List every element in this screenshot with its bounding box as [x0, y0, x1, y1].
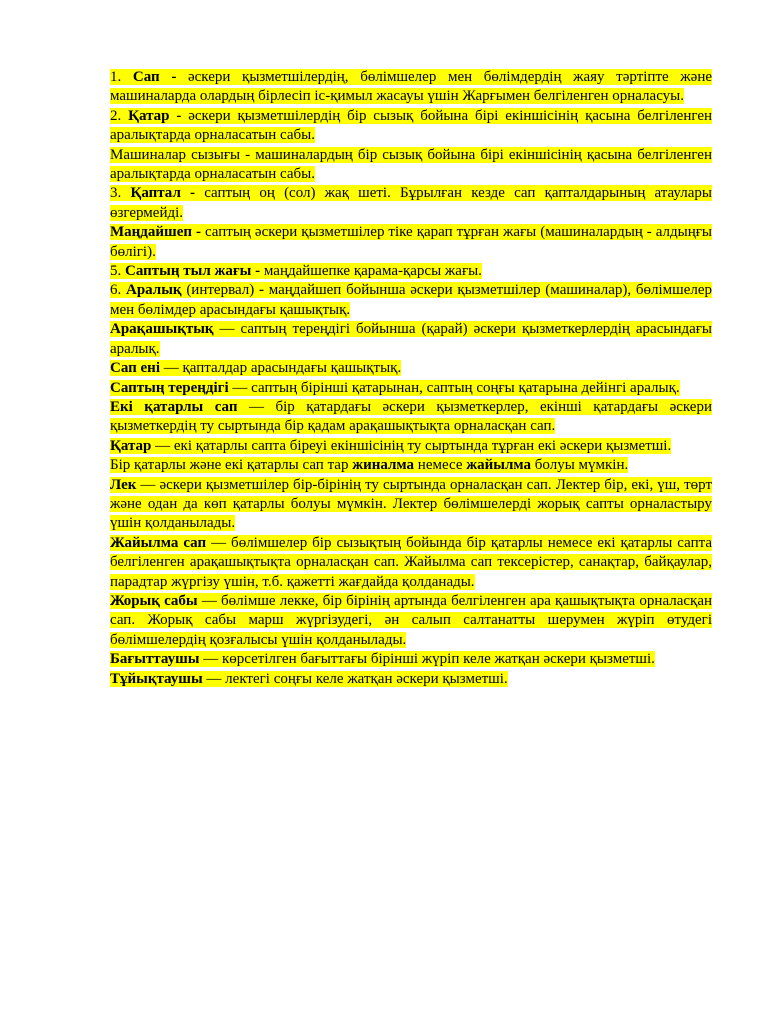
text-run: маңдайшепке қарама-қарсы жағы. [263, 263, 482, 280]
text-run: саптың оң (сол) жақ шеті. Бұрылған кезде сап қапталдарының атаулары өзгермейді. [110, 185, 712, 221]
text-run: — екі қатарлы сапта біреуі екіншісінің ту сыртында тұрған екі әскери қызметші. [151, 437, 672, 454]
highlighted-text [110, 535, 712, 590]
highlighted-text [110, 147, 712, 182]
text-run: — лектегі соңғы келе жатқан әскери қызметші. [202, 670, 508, 687]
text-run: маңдайшеп бойынша әскери қызметшілер (машиналар), бөлімшелер мен бөлімдер арасындағы қашықтық. [110, 282, 712, 318]
document-paragraph [110, 592, 712, 650]
document-paragraph [110, 437, 712, 456]
text-run: болуы мүмкін. [531, 457, 629, 474]
text-run: — саптың бірінші қатарынан, саптың соңғы қатарына дейінгі аралық. [228, 379, 680, 396]
bold-term: Жайылма сап [110, 534, 207, 551]
document-paragraph [110, 534, 712, 592]
document-paragraph [110, 107, 712, 146]
bold-term: Аралық [126, 282, 187, 299]
text-run: — бір қатардағы әскери қызметкерлер, екінші қатардағы әскери қызметкердің ту сыртында бір қадам арақашықтықта орналасқан сап. [110, 398, 712, 435]
highlighted-text [110, 360, 401, 376]
highlighted-text [110, 282, 712, 317]
text-run: Бір қатарлы және екі қатарлы сап тар [110, 457, 353, 474]
bold-term: Қатар - [128, 107, 189, 124]
text-run: — әскери қызметшілер бір-бірінің ту сыртында орналасқан сап. Лектер бір, екі, үш, төрт және одан да көп қатарлы болуы мүмкін. Лектер бөлімшелерді жорық сапты орналастыру үшін қолданылады. [110, 476, 712, 532]
highlighted-text [110, 263, 482, 279]
document-paragraph [110, 379, 712, 398]
document-paragraph [110, 281, 712, 320]
bold-term: Бағыттаушы [110, 651, 200, 668]
bold-term: - [258, 282, 269, 299]
text-run: — көрсетілген бағыттағы бірінші жүріп келе жатқан әскери қызметші. [199, 651, 655, 668]
bold-term: Саптың тереңдігі [110, 379, 229, 396]
text-run: 2. [110, 107, 129, 124]
document-paragraph [110, 456, 712, 475]
document-paragraph [110, 320, 712, 359]
highlighted-text [110, 651, 655, 667]
text-run: 1. [110, 69, 133, 85]
text-run: — қапталдар арасындағы қашықтық. [160, 360, 402, 377]
highlighted-text [110, 69, 712, 104]
highlighted-text [110, 321, 712, 356]
document-paragraph [110, 223, 712, 262]
bold-term: Маңдайшеп - [110, 224, 205, 241]
text-run: әскери қызметшілердің, бөлімшелер мен бөлімдердің жаяу тәртіпте және машиналарда олардың бірлесіп іс-қимыл жасауы үшін Жарғымен белгіленген орналасуы. [110, 69, 713, 105]
text-run: — саптың тереңдігі бойынша (қарай) әскери қызметкерлердің арасындағы аралық. [110, 321, 712, 357]
highlighted-text [110, 108, 712, 143]
text-run: Машиналар сызығы - машиналардың бір сызық бойына бірі екіншісінің қасына белгіленген аралықтарда орналасатын сабы. [110, 146, 712, 183]
highlighted-text [110, 380, 680, 396]
document-paragraph [110, 184, 712, 223]
bold-term: Арақашықтық [110, 321, 214, 338]
bold-term: Екі қатарлы сап [110, 398, 238, 415]
highlighted-text [110, 438, 671, 454]
document-paragraph [110, 398, 712, 437]
highlighted-text [110, 185, 712, 220]
highlighted-text [110, 477, 712, 532]
document-paragraph [110, 262, 712, 281]
highlighted-text [110, 399, 712, 434]
document-paragraph [110, 476, 712, 534]
text-run: — бөлімше лекке, бір бірінің артында белгіленген ара қашықтықта орналасқан сап. Жорық сабы марш жүргізудегі, ән салып салтанатты шерумен жүріп өтудегі бөлімшелердің қозғалысы үшін қолданылады. [110, 592, 713, 648]
bold-term: Қаптал - [130, 185, 205, 202]
text-run: — бөлімшелер бір сызықтың бойында бір қатарлы немесе екі қатарлы сапта белгіленген арақашықтықта орналасқан сап. Жайылма сап тексерістер, санақтар, байқаулар, парадтар жүргізу үшін, т.б. қажетті жағдайда қолданады. [110, 534, 712, 590]
text-run: саптың әскери қызметшілер тіке қарап тұрған жағы (машиналардың - алдыңғы бөлігі). [110, 224, 712, 260]
bold-term: Қатар [110, 437, 152, 454]
text-run: 6. [110, 282, 126, 299]
highlighted-text [110, 224, 712, 259]
text-run: 3. [110, 185, 131, 202]
bold-term: жиналма [352, 457, 415, 474]
text-run: 5. [110, 263, 125, 280]
document-body [110, 68, 712, 689]
document-paragraph [110, 650, 712, 669]
highlighted-text [110, 671, 508, 687]
bold-term: Лек [110, 476, 137, 493]
text-run: немесе [414, 457, 467, 474]
bold-term: Саптың тыл жағы - [125, 263, 264, 280]
bold-term: Жорық сабы [110, 592, 198, 609]
document-paragraph [110, 146, 712, 185]
bold-term: жайылма [466, 457, 532, 474]
text-run: әскери қызметшілердің бір сызық бойына бірі екіншісінің қасына белгіленген аралықтарда орналасатын сабы. [110, 107, 713, 144]
bold-term: Тұйықтаушы [110, 670, 203, 687]
highlighted-text [110, 593, 712, 648]
document-paragraph [110, 68, 712, 107]
text-run: (интервал) [186, 282, 259, 299]
highlighted-text [110, 457, 628, 473]
document-paragraph [110, 670, 712, 689]
document-paragraph [110, 359, 712, 378]
bold-term: Сап ені [110, 360, 160, 377]
bold-term: Сап - [132, 69, 188, 85]
